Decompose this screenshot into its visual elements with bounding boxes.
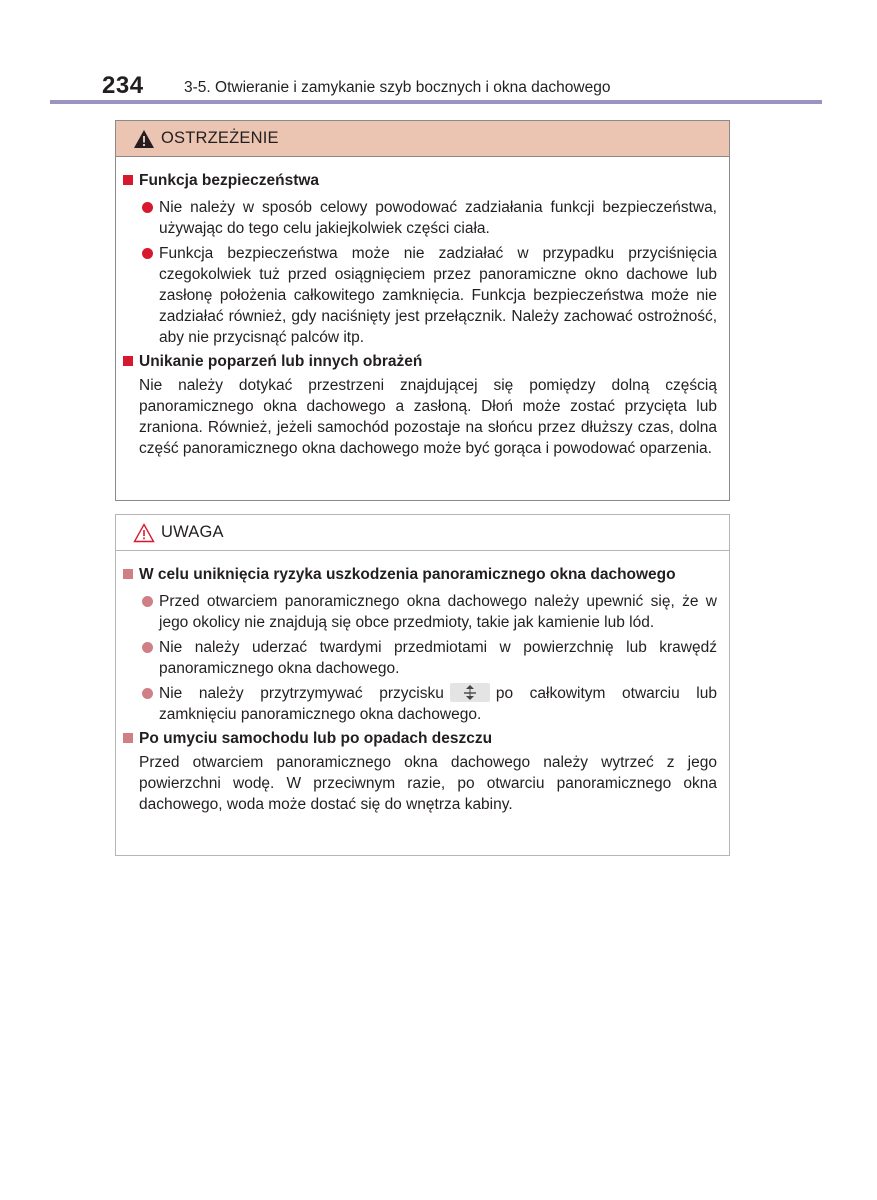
section-heading bbox=[122, 564, 717, 585]
list-item-text: po całkowitym otwarciu lub zamknięciu panoramicznego okna dachowego. bbox=[159, 685, 717, 723]
bullet-dot bbox=[142, 202, 153, 213]
caution-triangle-icon bbox=[133, 523, 155, 543]
list-item-text: Nie należy w sposób celowy powodować zadziałania funkcji bezpieczeństwa, używając do tego celu jakiejkolwiek części ciała. bbox=[159, 199, 717, 237]
warning-header bbox=[116, 121, 729, 157]
warning-title: OSTRZEŻENIE bbox=[161, 129, 279, 147]
page-header bbox=[0, 0, 877, 110]
notice-header bbox=[116, 515, 729, 551]
page-number: 234 bbox=[102, 72, 144, 99]
paragraph: Nie należy dotykać przestrzeni znajdującej się pomiędzy dolną częścią panoramicznego okna dachowego a zasłoną. Dłoń może zostać przycięta lub zraniona. Również, jeżeli samochód pozostaje na słońcu przez dłuższy czas, dolna część panoramicznego okna dachowego może być gorąca i powodować oparzenia. bbox=[139, 377, 717, 457]
section-marker bbox=[123, 175, 133, 185]
section-heading-text: Funkcja bezpieczeństwa bbox=[139, 172, 320, 189]
list-item-text: Nie należy przytrzymywać przycisku bbox=[159, 685, 444, 702]
list-item bbox=[122, 243, 717, 348]
section-marker bbox=[123, 569, 133, 579]
chapter-title: 3-5. Otwieranie i zamykanie szyb bocznych i okna dachowego bbox=[184, 79, 611, 96]
sunshade-switch-icon bbox=[450, 683, 490, 702]
list-item bbox=[122, 683, 717, 725]
bullet-dot bbox=[142, 596, 153, 607]
section-heading-text: W celu uniknięcia ryzyka uszkodzenia panoramicznego okna dachowego bbox=[139, 566, 676, 583]
notice-title: UWAGA bbox=[161, 523, 224, 541]
section-heading-text: Po umyciu samochodu lub po opadach deszczu bbox=[139, 730, 493, 747]
section-marker bbox=[123, 733, 133, 743]
notice-body bbox=[116, 551, 729, 815]
list-item-text: Nie należy uderzać twardymi przedmiotami w powierzchnię lub krawędź panoramicznego okna dachowego. bbox=[159, 639, 717, 677]
list-item-text: Funkcja bezpieczeństwa może nie zadziałać w przypadku przyciśnięcia czegokolwiek tuż przed osiągnięciem przez panoramiczne okno dachowe lub zasłonę położenia całkowitego zamknięcia. Funkcja bezpieczeństwa może nie zadziałać również, gdy naciśnięty jest przełącznik. Należy zachować ostrożność, aby nie przycisnąć palców itp. bbox=[159, 245, 717, 346]
section-marker bbox=[123, 356, 133, 366]
list-item bbox=[122, 197, 717, 239]
list-item bbox=[122, 591, 717, 633]
section-heading bbox=[122, 351, 717, 372]
paragraph: Przed otwarciem panoramicznego okna dachowego należy wytrzeć z jego powierzchni wodę. W przeciwnym razie, po otwarciu panoramicznego okna dachowego, woda może dostać się do wnętrza kabiny. bbox=[139, 754, 717, 813]
warning-triangle-icon bbox=[133, 129, 155, 149]
section-heading bbox=[122, 170, 717, 191]
bullet-dot bbox=[142, 248, 153, 259]
header-rule bbox=[50, 100, 822, 104]
section-heading-text: Unikanie poparzeń lub innych obrażeń bbox=[139, 353, 423, 370]
notice-box bbox=[115, 514, 730, 856]
warning-box bbox=[115, 120, 730, 501]
warning-body bbox=[116, 157, 729, 459]
list-item bbox=[122, 637, 717, 679]
bullet-dot bbox=[142, 642, 153, 653]
list-item-text: Przed otwarciem panoramicznego okna dachowego należy upewnić się, że w jego okolicy nie znajdują się obce przedmioty, takie jak kamienie lub lód. bbox=[159, 593, 717, 631]
bullet-dot bbox=[142, 688, 153, 699]
section-heading bbox=[122, 728, 717, 749]
